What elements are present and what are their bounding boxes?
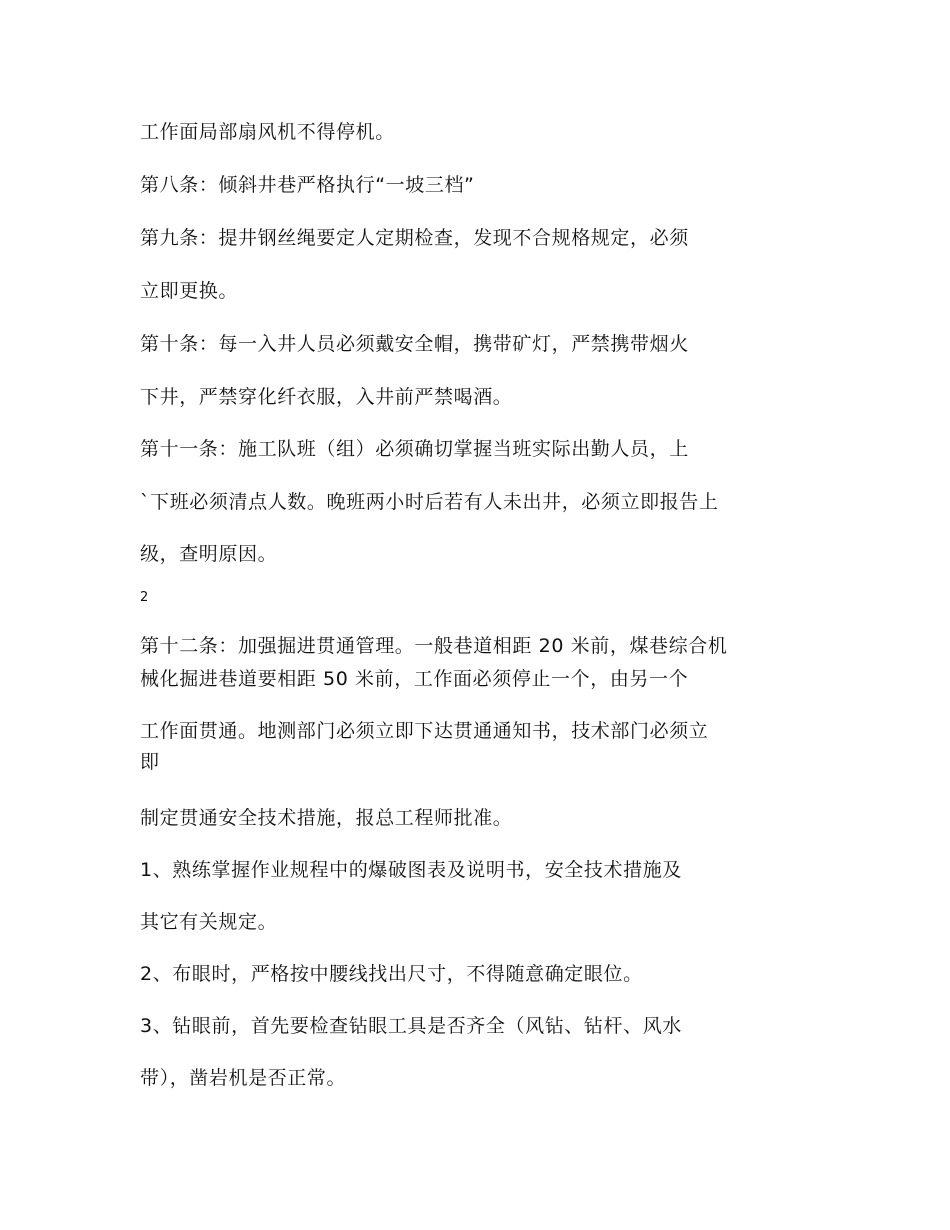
text-line: 级，查明原因。 xyxy=(140,543,278,565)
text-line: 制定贯通安全技术措施，报总工程师批准。 xyxy=(140,807,513,829)
text-line: 3、钻眼前，首先要检查钻眼工具是否齐全（风钻、钻杆、风水 xyxy=(140,1015,682,1037)
text-line: `下班必须清点人数。晚班两小时后若有人未出井，必须立即报告上 xyxy=(140,491,719,513)
text-line: 第八条：倾斜井巷严格执行“一坡三档” xyxy=(140,174,475,196)
text-line: 立即更换。 xyxy=(140,280,239,302)
text-line: 械化掘进巷道要相距 50 米前，工作面必须停止一个，由另一个 xyxy=(140,668,689,690)
text-line: 工作面局部扇风机不得停机。 xyxy=(140,121,395,143)
text-line: 第十一条：施工队班（组）必须确切掌握当班实际出勤人员，上 xyxy=(140,438,689,460)
text-line: 第十条：每一入井人员必须戴安全帽，携带矿灯，严禁携带烟火 xyxy=(140,333,689,355)
text-line: 即 xyxy=(140,751,160,773)
text-line: 其它有关规定。 xyxy=(140,911,278,933)
text-line: 1、熟练掌握作业规程中的爆破图表及说明书，安全技术措施及 xyxy=(140,859,682,881)
text-line: 2、布眼时，严格按中腰线找出尺寸，不得随意确定眼位。 xyxy=(140,963,643,985)
text-line: 第九条：提井钢丝绳要定人定期检查，发现不合规格规定，必须 xyxy=(140,227,689,249)
text-line: 第十二条：加强掘进贯通管理。一般巷道相距 20 米前，煤巷综合机 xyxy=(140,635,728,657)
page-number: 2 xyxy=(140,590,149,605)
text-line: 工作面贯通。地测部门必须立即下达贯通通知书，技术部门必须立 xyxy=(140,720,709,742)
text-line: 下井，严禁穿化纤衣服，入井前严禁喝酒。 xyxy=(140,386,513,408)
text-line: 带），凿岩机是否正常。 xyxy=(140,1067,347,1089)
